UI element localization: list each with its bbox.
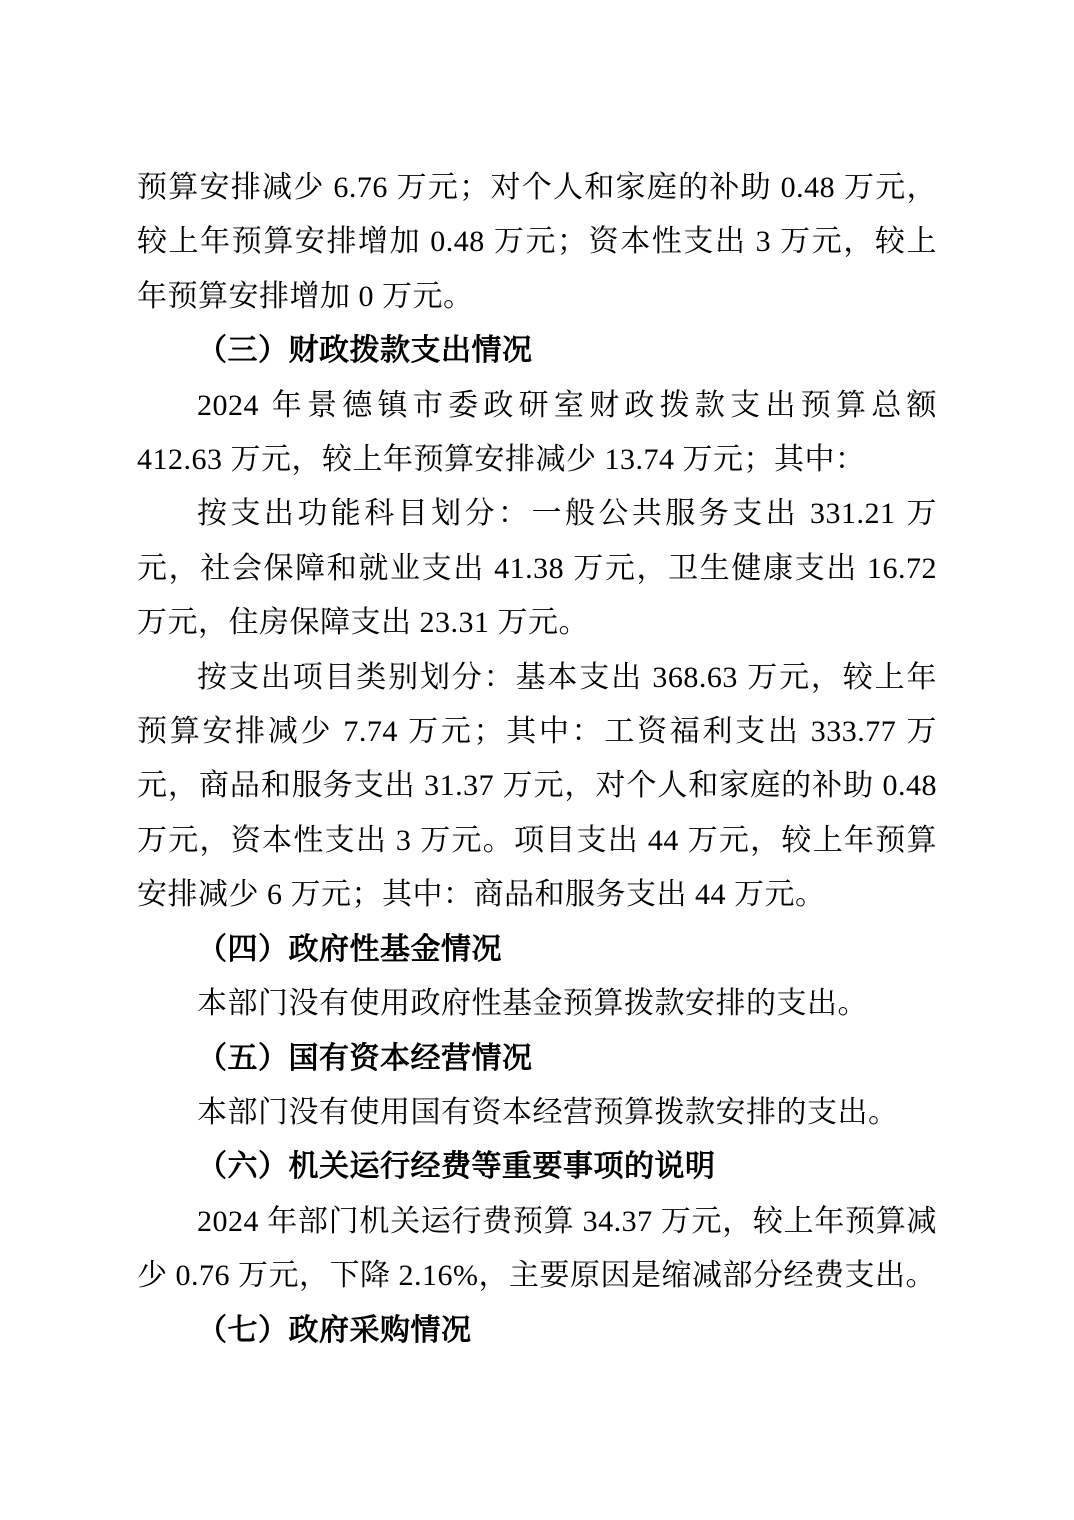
paragraph: 2024 年部门机关运行费预算 34.37 万元，较上年预算减少 0.76 万元，下降 2.16%，主要原因是缩减部分经费支出。 [137,1204,937,1293]
paragraph: 按支出项目类别划分：基本支出 368.63 万元，较上年预算安排减少 7.74 万元；其中：工资福利支出 333.77 万元，商品和服务支出 31.37 万元，对个人和家庭的补助 0.48 万元，资本性支出 3 万元。项目支出 44 万元，较上年预算安排减少 6 万元；其中：商品和服务支出 44 万元。 [137,660,937,912]
paragraph: 按支出功能科目划分：一般公共服务支出 331.21 万元，社会保障和就业支出 41.38 万元，卫生健康支出 16.72 万元，住房保障支出 23.31 万元。 [137,497,937,640]
paragraph-continued: 预算安排减少 6.76 万元；对个人和家庭的补助 0.48 万元，较上年预算安排增加 0.48 万元；资本性支出 3 万元，较上年预算安排增加 0 万元。 [137,171,937,313]
section-heading-7: （七）政府采购情况 [197,1313,472,1347]
section-heading-5: （五）国有资本经营情况 [197,1041,533,1075]
section-heading-6: （六）机关运行经费等重要事项的说明 [197,1150,716,1184]
section-heading-4: （四）政府性基金情况 [197,932,502,966]
paragraph: 2024 年景德镇市委政研室财政拨款支出预算总额 412.63 万元，较上年预算安排减少 13.74 万元；其中： [137,388,937,477]
section-heading-3: （三）财政拨款支出情况 [197,334,533,368]
paragraph: 本部门没有使用国有资本经营预算拨款安排的支出。 [197,1095,899,1129]
paragraph: 本部门没有使用政府性基金预算拨款安排的支出。 [197,987,868,1021]
document-body [137,161,937,1358]
